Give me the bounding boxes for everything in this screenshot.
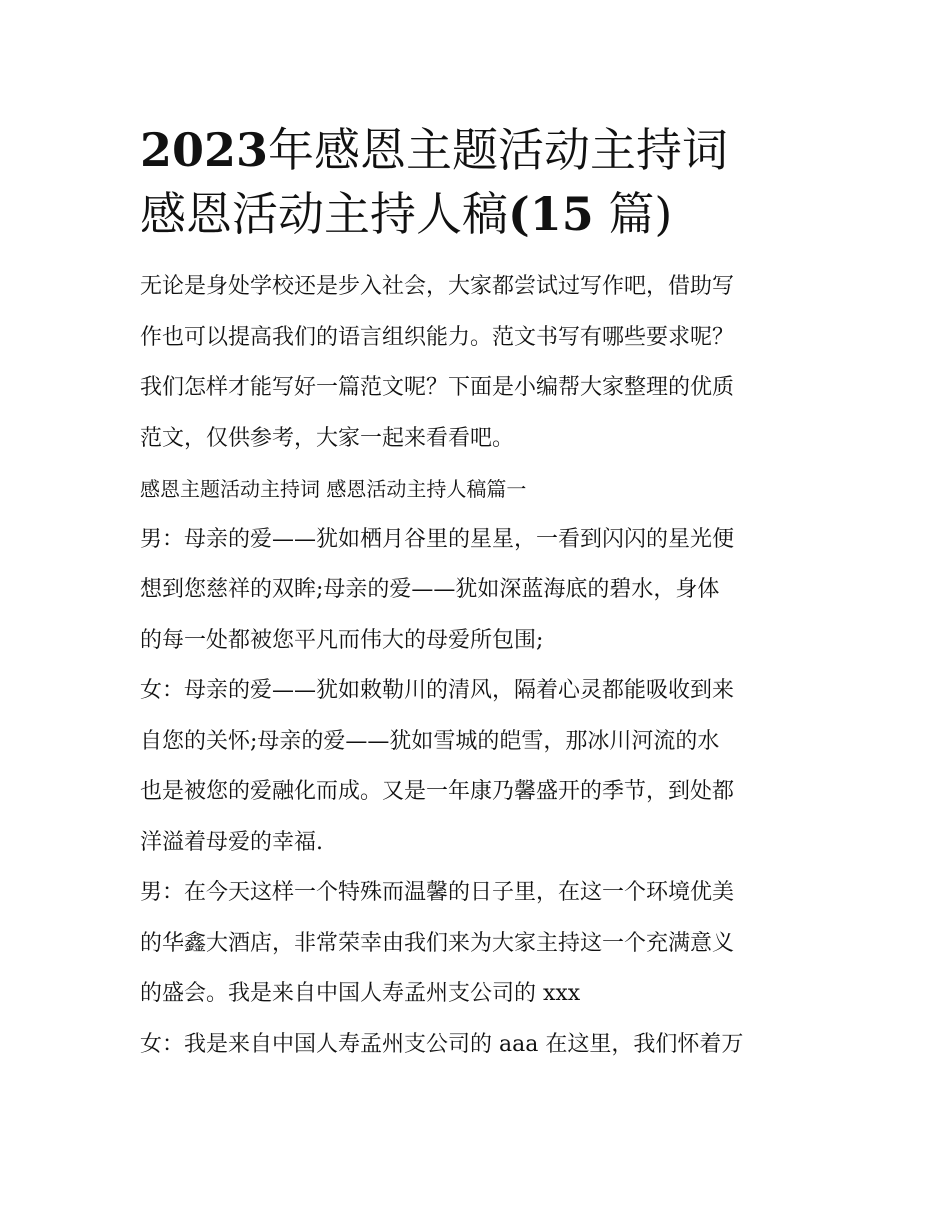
text-line: 范文，仅供参考，大家一起来看看吧。 <box>140 425 515 451</box>
text-line: 洋溢着母爱的幸福. <box>140 829 323 855</box>
text-line: 女：母亲的爱——犹如敕勒川的清风，隔着心灵都能吸收到来 <box>140 678 735 703</box>
text-line: 自您的关怀;母亲的爱——犹如雪城的皑雪，那冰川河流的水 <box>140 728 720 754</box>
dialogue-paragraph-4 <box>140 1020 820 1071</box>
title-line-2-text: 感恩活动主持人稿 <box>140 187 508 241</box>
document-body <box>140 262 820 1070</box>
text-line: 我们怎样才能写好一篇范文呢？下面是小编帮大家整理的优质 <box>140 375 735 400</box>
text-line: 的华鑫大酒店，非常荣幸由我们来为大家主持这一个充满意义 <box>140 930 735 956</box>
title-year: 2023 <box>140 123 269 177</box>
text-line: 的每一处都被您平凡而伟大的母爱所包围; <box>140 627 544 653</box>
document-title <box>140 118 820 246</box>
text-line: 想到您慈祥的双眸;母亲的爱——犹如深蓝海底的碧水，身体 <box>140 577 720 602</box>
text-line: 的盛会。我是来自中国人寿孟州支公司的 xxx <box>140 981 581 1006</box>
title-line-1 <box>140 118 820 182</box>
text-line: 作也可以提高我们的语言组织能力。范文书写有哪些要求呢？ <box>140 324 735 350</box>
text-line: 女：我是来自中国人寿孟州支公司的 aaa 在这里，我们怀着万 <box>140 1031 744 1057</box>
title-line-1-text: 年感恩主题活动主持词 <box>268 123 729 177</box>
title-line-2 <box>140 182 820 246</box>
title-line-2-end: 篇) <box>608 187 673 241</box>
document-page <box>140 118 820 1070</box>
text-line: 男：在今天这样一个特殊而温馨的日子里，在这一个环境优美 <box>140 880 735 905</box>
title-count: (15 <box>508 187 594 241</box>
text-line: 男：母亲的爱——犹如栖月谷里的星星，一看到闪闪的星光便 <box>140 526 735 552</box>
text-line: 无论是身处学校还是步入社会，大家都尝试过写作吧，借助写 <box>140 274 735 299</box>
intro-paragraph <box>140 262 820 464</box>
section-heading: 感恩主题活动主持词 感恩活动主持人稿篇一 <box>140 477 527 501</box>
dialogue-paragraph-1 <box>140 515 820 667</box>
text-line: 也是被您的爱融化而成。又是一年康乃馨盛开的季节，到处都 <box>140 779 735 804</box>
dialogue-paragraph-2 <box>140 666 820 868</box>
dialogue-paragraph-3 <box>140 868 820 1020</box>
